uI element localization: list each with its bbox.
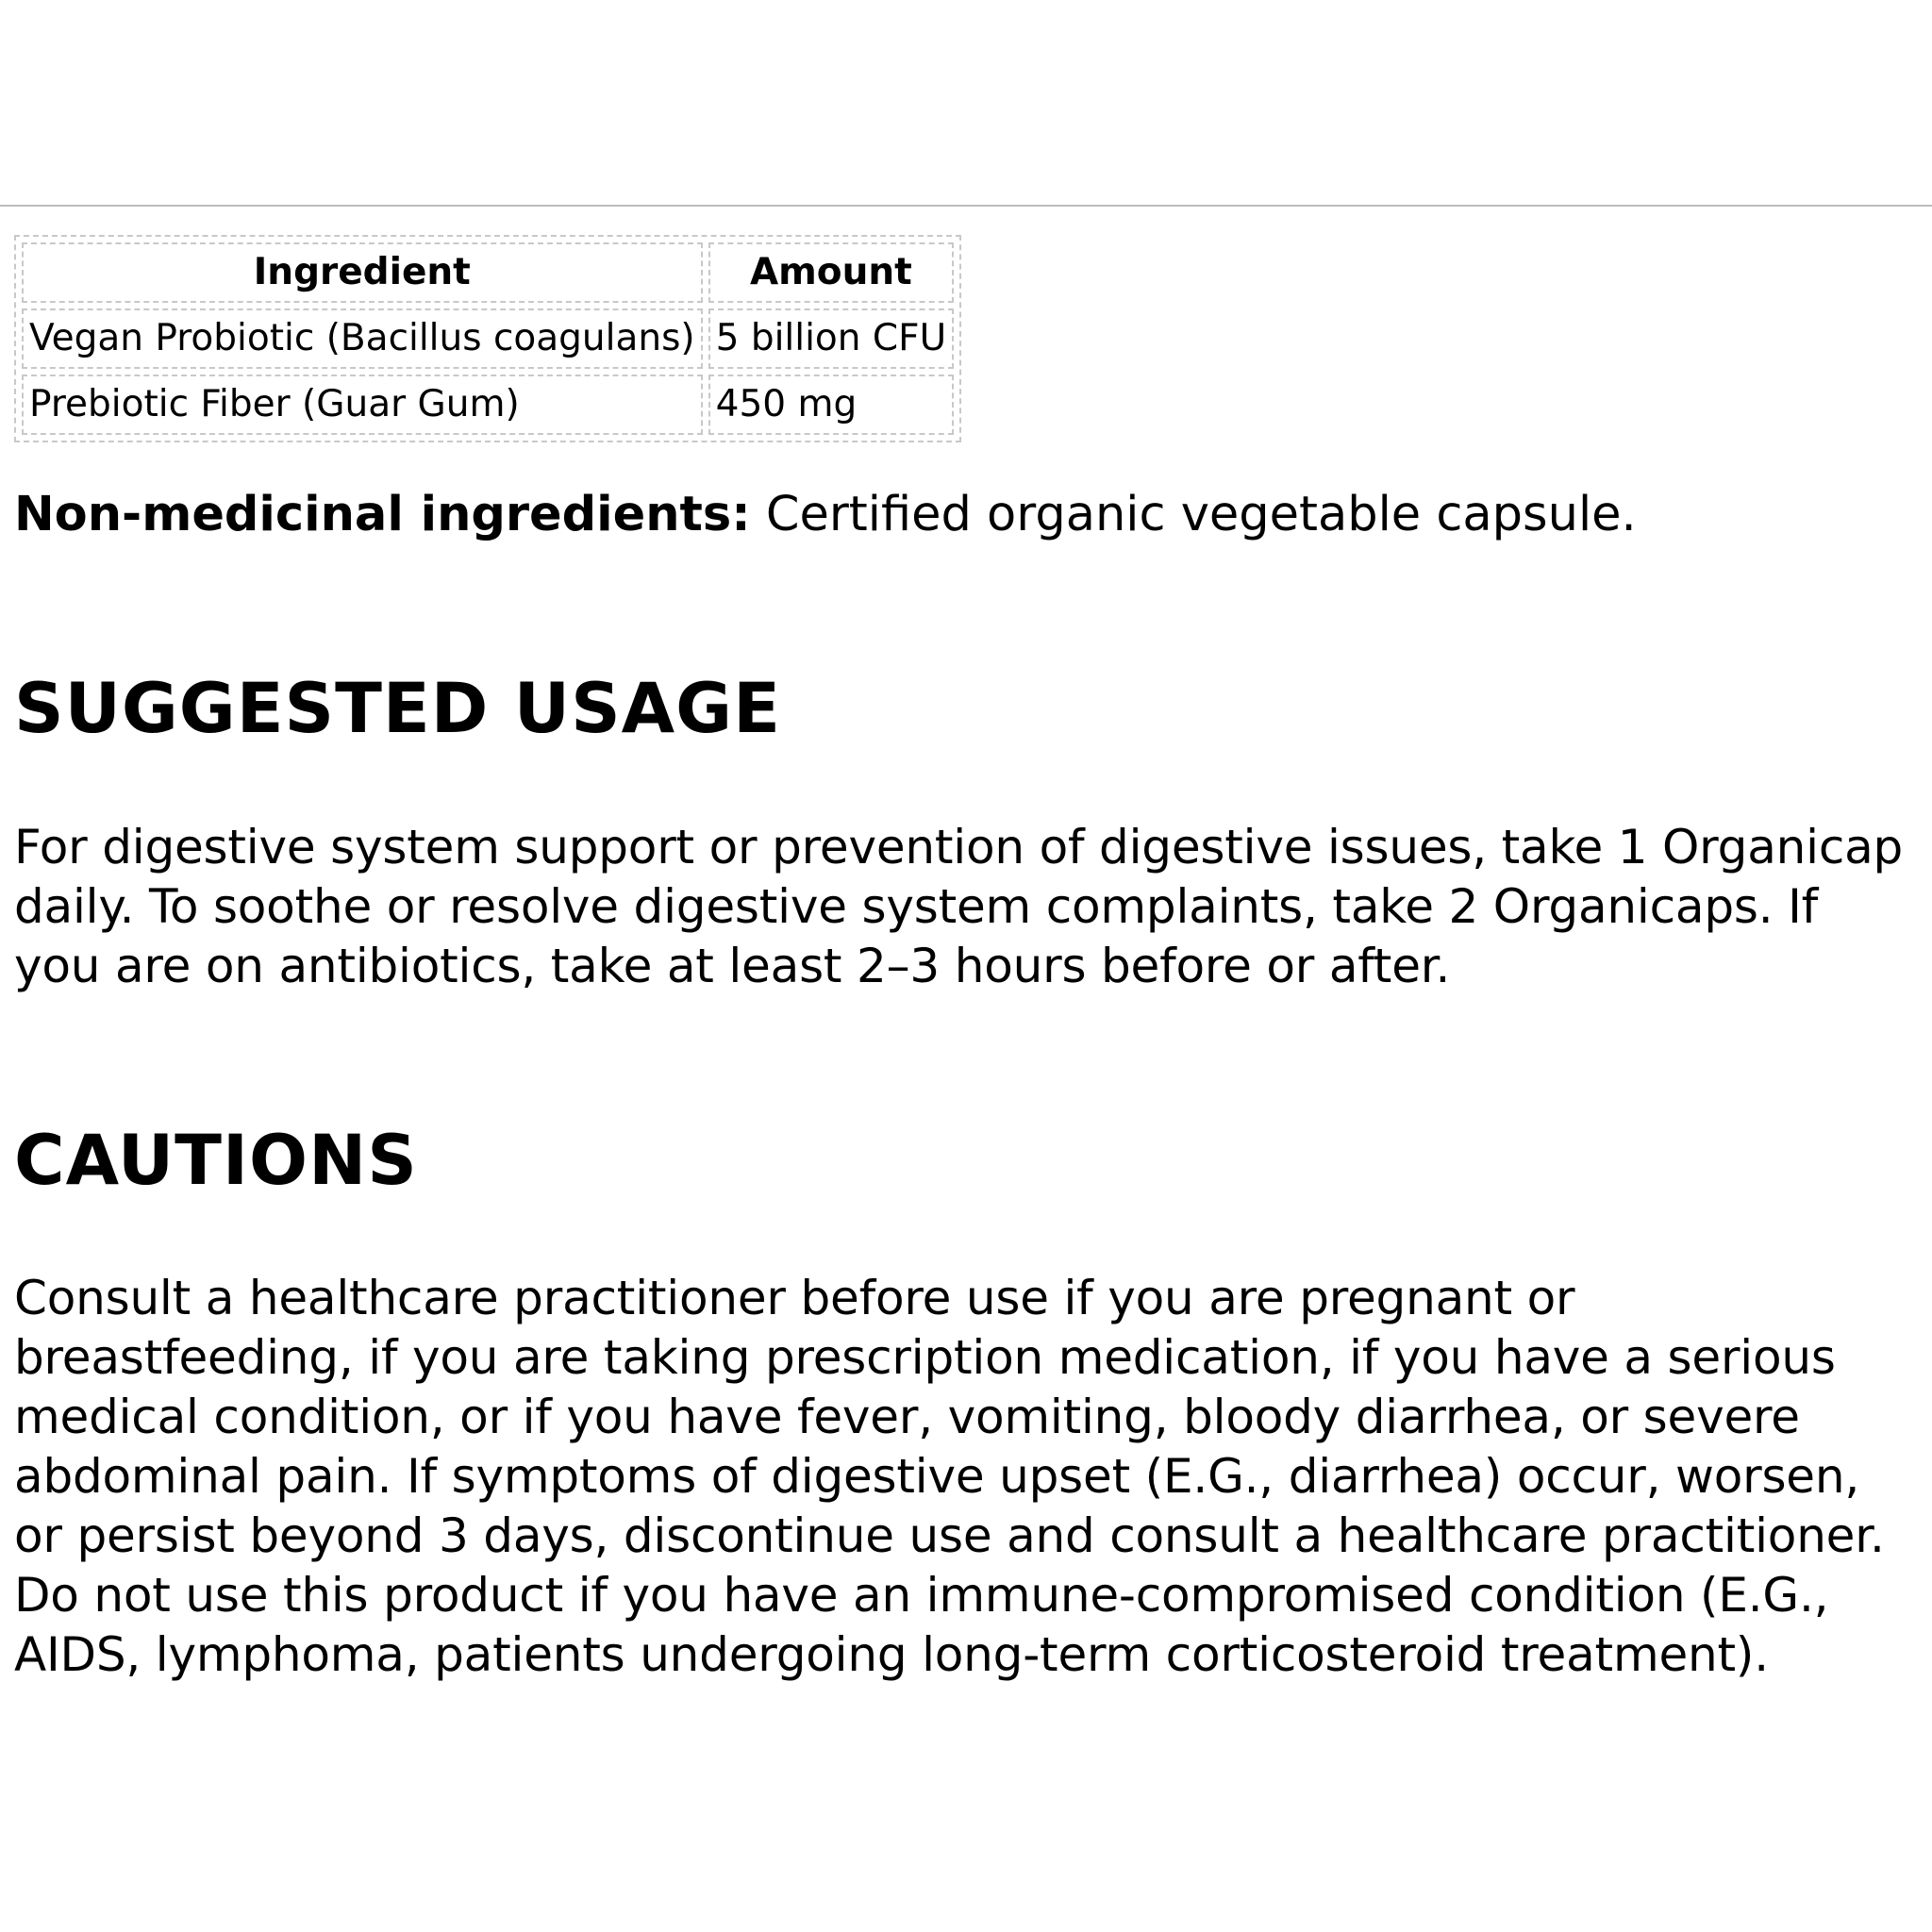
suggested-usage-heading: SUGGESTED USAGE — [14, 669, 781, 750]
table-row — [22, 375, 954, 435]
ingredient-amount-cell: 5 billion CFU — [708, 308, 955, 369]
non-medicinal-ingredients — [14, 484, 1915, 546]
product-details — [14, 235, 1915, 1685]
column-header-ingredient: Ingredient — [22, 242, 703, 303]
suggested-usage-text: For digestive system support or prevention of digestive issues, take 1 Organicap daily. To soothe or resolve digestive system complaints, take 2 Organicaps. If you are on antibiotics, take at least 2–3 hours before or after. — [14, 819, 1904, 993]
table-row — [22, 308, 954, 369]
ingredients-table — [14, 235, 961, 442]
table-header-row — [22, 242, 954, 303]
ingredient-name-cell: Vegan Probiotic (Bacillus coagulans) — [22, 308, 703, 369]
cautions-text: Consult a healthcare practitioner before use if you are pregnant or breastfeeding, if you are taking prescription medication, if you have a serious medical condition, or if you have fever, vomiting, bloody diarrhea, or severe abdominal pain. If symptoms of digestive upset (E.G., diarrhea) occur, worsen, or persist beyond 3 days, discontinue use and consult a healthcare practitioner. Do not use this product if you have an immune-compromised condition (E.G., AIDS, lymphoma, patients undergoing long-term corticosteroid treatment). — [14, 1271, 1885, 1683]
cautions-heading: CAUTIONS — [14, 1120, 418, 1201]
top-divider — [0, 205, 1932, 207]
column-header-amount: Amount — [708, 242, 955, 303]
non-medicinal-text: Certified organic vegetable capsule. — [750, 487, 1637, 542]
ingredient-amount-cell: 450 mg — [708, 375, 955, 435]
non-medicinal-label: Non-medicinal ingredients: — [14, 487, 751, 542]
ingredient-name-cell: Prebiotic Fiber (Guar Gum) — [22, 375, 703, 435]
